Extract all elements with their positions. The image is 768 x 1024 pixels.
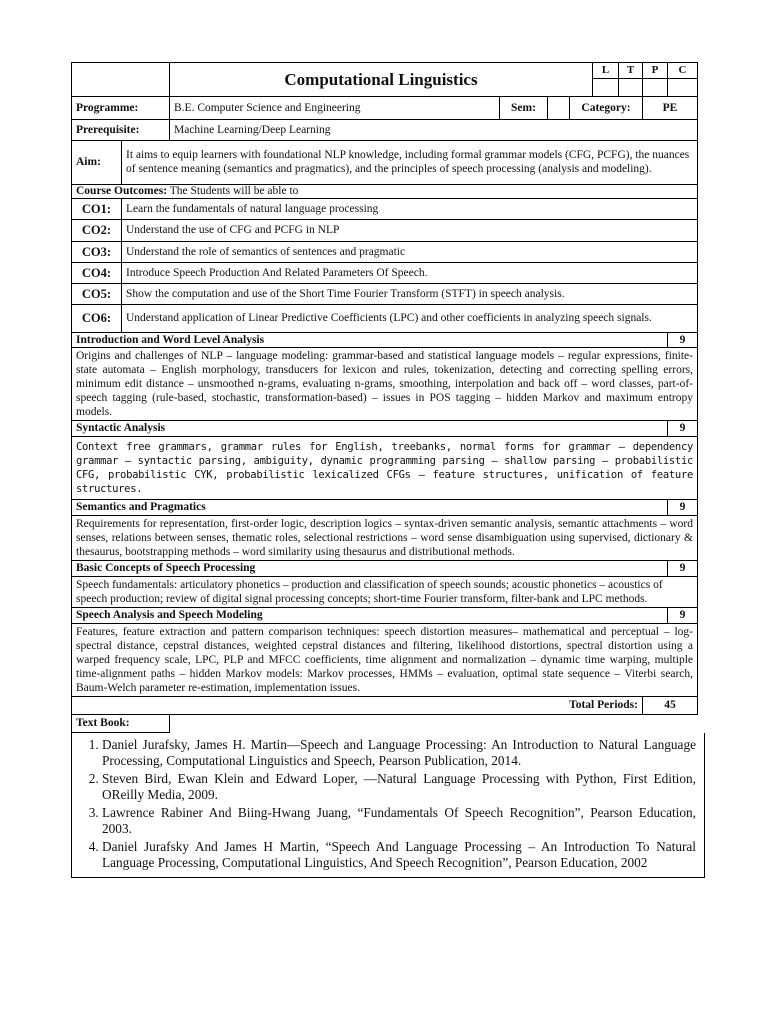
text-book-item: 4. Daniel Jurafsky And James H Martin, “Speech And Language Processing – An Introduction To Natural Language Processing, Computational Linguistics, And Speech Recognition”, Pearson Education, 2002 (102, 839, 696, 870)
unit1-content: Origins and challenges of NLP – language modeling: grammar-based and statistical language models – regular expressions, finite-state automata – English morphology, transducers for lexicon and rules, tokenization, detecting and correcting spelling errors, minimum edit distance – unsmoothed n-grams, evaluating n-grams, smoothing, interpolation and back off – word classes, part-of-speech tagging (rule-based, stochastic, transformation-based) – issues in POS tagging – hidden Markov and maximum entropy models. (72, 348, 698, 421)
aim-label: Aim: (72, 141, 122, 185)
co2-code: CO2: (72, 220, 122, 242)
course-outcomes-heading (72, 185, 698, 199)
category-value: PE (643, 97, 698, 120)
co1-code: CO1: (72, 199, 122, 220)
ltpc-value-l (593, 79, 619, 97)
co2-text: Understand the use of CFG and PCFG in NLP (122, 220, 698, 242)
syllabus-sheet (71, 62, 697, 878)
co5-code: CO5: (72, 284, 122, 305)
unit4-title: Basic Concepts of Speech Processing (72, 561, 668, 577)
unit2-content: Context free grammars, grammar rules for English, treebanks, normal forms for grammar – dependency grammar – syntactic parsing, ambiguity, dynamic programming parsing – shallow parsing – probabilistic CFG, probabilistic CYK, probabilistic lexicalized CFGs – feature structures, unification of feature structures. (72, 437, 698, 500)
co1-text: Learn the fundamentals of natural language processing (122, 199, 698, 220)
text-book-label: Text Book: (72, 715, 170, 733)
programme-label: Programme: (72, 97, 170, 120)
prerequisite-label: Prerequisite: (72, 120, 170, 141)
sem-label: Sem: (500, 97, 548, 120)
text-book-list-box (71, 733, 705, 878)
co5-text: Show the computation and use of the Short Time Fourier Transform (STFT) in speech analysis. (122, 284, 698, 305)
aim-text: It aims to equip learners with foundational NLP knowledge, including formal grammar models (CFG, PCFG), the nuances of sentence meaning (semantics and pragmatics), and the principles of speech processing (analysis and modeling). (122, 141, 698, 185)
syllabus-table (71, 62, 698, 733)
unit4-content: Speech fundamentals: articulatory phonetics – production and classification of speech sounds; acoustic phonetics – acoustics of speech production; review of digital signal processing concepts; short-time Fourier transform, filter-bank and LPC methods. (72, 577, 698, 608)
unit3-title: Semantics and Pragmatics (72, 500, 668, 516)
ltpc-label-t: T (619, 63, 643, 79)
course-outcomes-label: Course Outcomes: (76, 185, 168, 197)
unit4-hours: 9 (668, 561, 698, 577)
co4-text: Introduce Speech Production And Related Parameters Of Speech. (122, 263, 698, 284)
ltpc-value-t (619, 79, 643, 97)
category-label: Category: (570, 97, 643, 120)
unit5-title: Speech Analysis and Speech Modeling (72, 608, 668, 624)
sem-value (548, 97, 570, 120)
ltpc-value-c (668, 79, 698, 97)
co3-text: Understand the role of semantics of sentences and pragmatic (122, 242, 698, 263)
total-periods-value: 45 (643, 697, 698, 715)
ltpc-label-c: C (668, 63, 698, 79)
prerequisite-value: Machine Learning/Deep Learning (170, 120, 698, 141)
unit3-content: Requirements for representation, first-order logic, description logics – syntax-driven semantic analysis, semantic attachments – word senses, relations between senses, thematic roles, selectional restrictions – word sense disambiguation using supervised, dictionary & thesaurus, bootstrapping methods – word similarity using thesaurus and distributional methods. (72, 516, 698, 561)
unit1-title: Introduction and Word Level Analysis (72, 333, 668, 348)
ltpc-value-p (643, 79, 668, 97)
course-outcomes-intro: The Students will be able to (167, 185, 299, 197)
unit2-hours: 9 (668, 421, 698, 437)
text-book-item: 1. Daniel Jurafsky, James H. Martin—Speech and Language Processing: An Introduction to Natural Language Processing, Computational Linguistics and Speech, Pearson Publication, 2014. (102, 737, 696, 768)
co3-code: CO3: (72, 242, 122, 263)
co6-text: Understand application of Linear Predictive Coefficients (LPC) and other coefficients in analyzing speech signals. (122, 305, 698, 333)
text-book-blank (170, 715, 698, 733)
text-book-item: 3. Lawrence Rabiner And Biing-Hwang Juang, “Fundamentals Of Speech Recognition”, Pearson Education, 2003. (102, 805, 696, 836)
header-blank-cell (72, 63, 170, 97)
unit2-title: Syntactic Analysis (72, 421, 668, 437)
unit5-hours: 9 (668, 608, 698, 624)
programme-value: B.E. Computer Science and Engineering (170, 97, 500, 120)
co6-code: CO6: (72, 305, 122, 333)
text-book-item: 2. Steven Bird, Ewan Klein and Edward Loper, —Natural Language Processing with Python, First Edition, OReilly Media, 2009. (102, 771, 696, 802)
course-title: Computational Linguistics (170, 63, 593, 97)
total-periods-label: Total Periods: (72, 697, 643, 715)
ltpc-label-l: L (593, 63, 619, 79)
unit3-hours: 9 (668, 500, 698, 516)
co4-code: CO4: (72, 263, 122, 284)
text-book-list (72, 737, 696, 870)
unit5-content: Features, feature extraction and pattern comparison techniques: speech distortion measures– mathematical and perceptual – log-spectral distance, cepstral distances, weighted cepstral distances and filtering, likelihood distortions, spectral distortion using a warped frequency scale, LPC, PLP and MFCC coefficients, time alignment and normalization – dynamic time warping, multiple time-alignment paths – hidden Markov models: Markov processes, HMMs – evaluation, optimal state sequence – Viterbi search, Baum-Welch parameter re-estimation, implementation issues. (72, 624, 698, 697)
ltpc-label-p: P (643, 63, 668, 79)
unit1-hours: 9 (668, 333, 698, 348)
